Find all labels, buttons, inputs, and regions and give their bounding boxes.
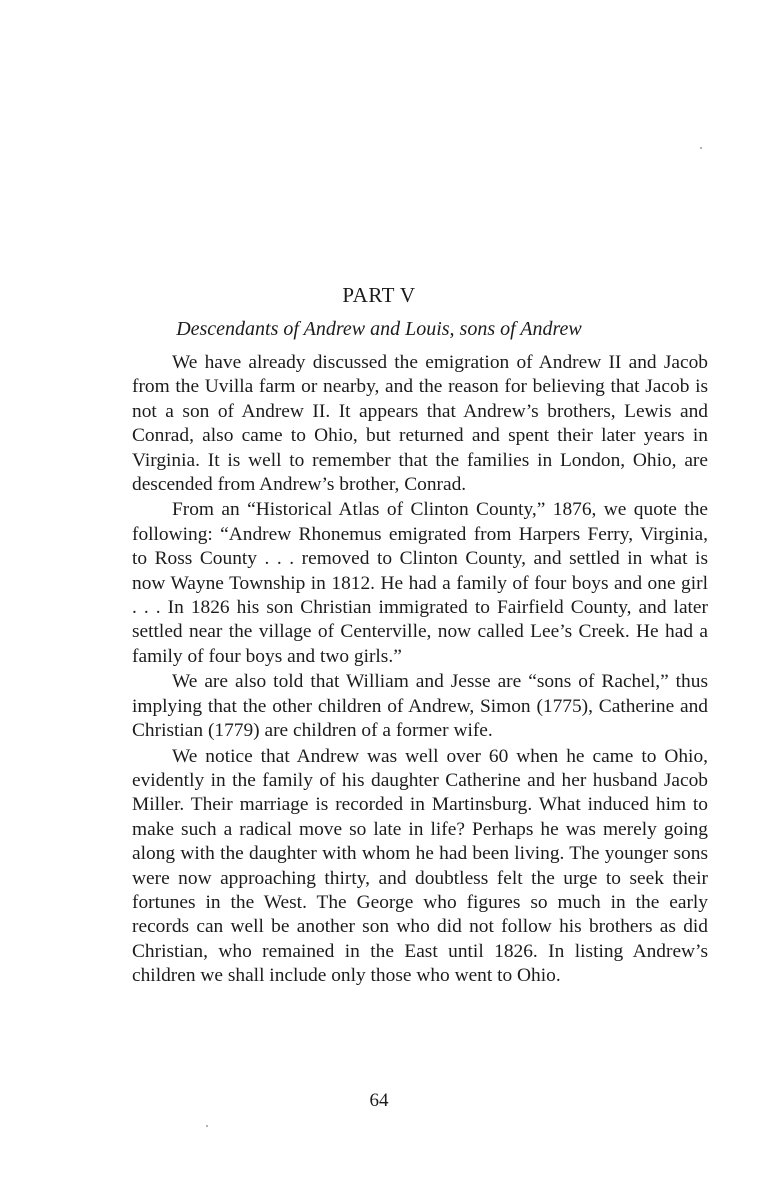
section-subtitle: Descendants of Andrew and Louis, sons of Andrew (176, 318, 582, 340)
paragraph: We are also told that William and Jesse are “sons of Rachel,” thus implying that the other children of Andrew, Simon (1775), Catherine and Christian (1779) are children of a former wife. (132, 671, 708, 742)
scan-speck (700, 147, 702, 149)
body-text (132, 351, 708, 990)
paragraph: We notice that Andrew was well over 60 when he came to Ohio, evidently in the family of his daughter Catherine and her husband Jacob Miller. Their marriage is recorded in Martinsburg. What induced him to make such a radical move so late in life? Perhaps he was merely going along with the daughter with whom he had been living. The younger sons were now approaching thirty, and doubtless felt the urge to seek their fortunes in the West. The George who figures so much in the early records can well be another son who did not follow his brothers as did Christian, who remained in the East until 1826. In listing Andrew’s children we shall include only those who went to Ohio. (132, 745, 708, 987)
page-number: 64 (369, 1090, 389, 1111)
part-heading: PART V (342, 283, 416, 307)
paragraph: We have already discussed the emigration of Andrew II and Jacob from the Uvilla farm or nearby, and the reason for believing that Jacob is not a son of Andrew II. It appears that Andrew’s brothers, Lewis and Conrad, also came to Ohio, but returned and spent their later years in Virginia. It is well to remember that the families in London, Ohio, are descended from Andrew’s brother, Conrad. (132, 352, 708, 496)
scan-speck (206, 1125, 208, 1127)
paragraph: From an “Historical Atlas of Clinton County,” 1876, we quote the following: “Andrew Rhonemus emigrated from Harpers Ferry, Virginia, to Ross County . . . removed to Clinton County, and settled in what is now Wayne Township in 1812. He had a family of four boys and one girl . . . In 1826 his son Christian immigrated to Fairfield County, and later settled near the village of Centerville, now called Lee’s Creek. He had a family of four boys and two girls.” (132, 499, 708, 667)
